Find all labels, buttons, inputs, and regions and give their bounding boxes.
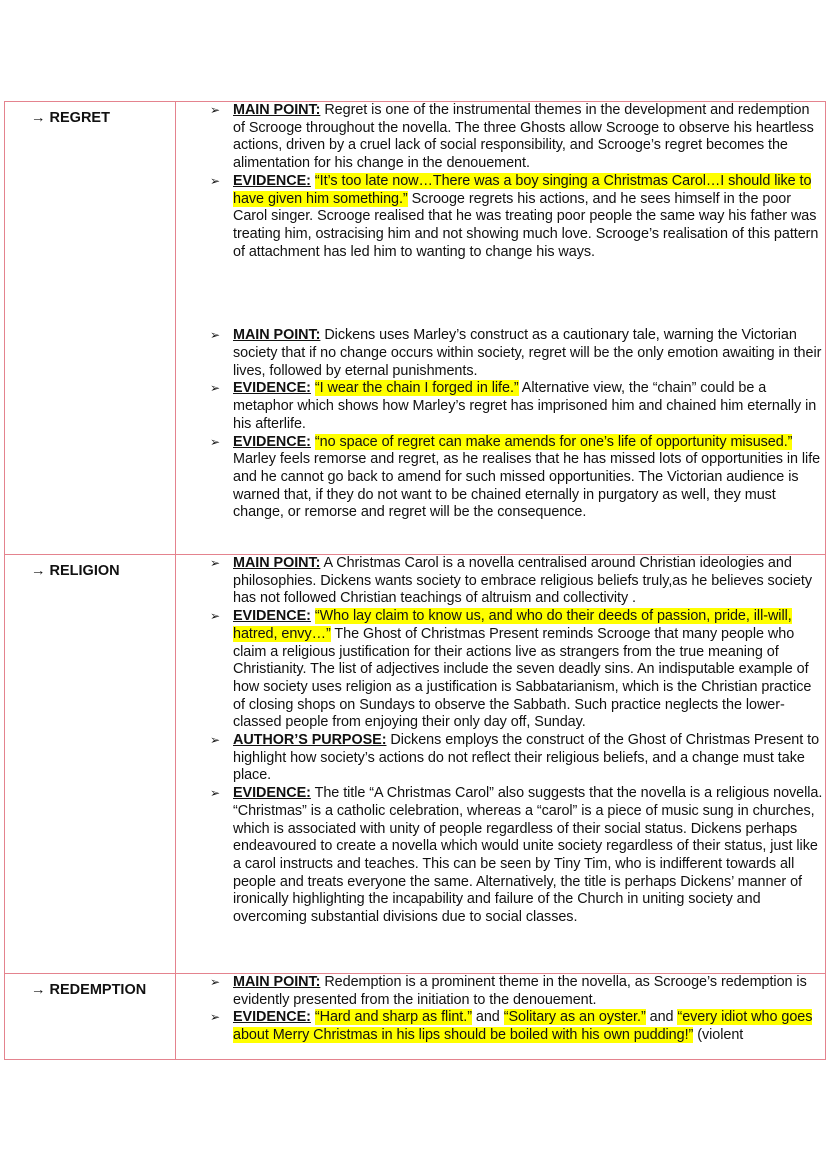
bullet-text: A Christmas Carol is a novella centralised around Christian ideologies and philosophies. Dickens wants society to embrace religious beliefs truly,as he believes society has not followed Christian teachings of altruism and collectivity .: [233, 555, 812, 607]
highlighted-quote: “Solitary as an oyster.”: [503, 1009, 646, 1026]
bullet-group: [176, 555, 825, 927]
bullet-text: Alternative view, the “chain” could be a metaphor which shows how Marley’s regret has imprisoned him and chained him eternally in his afterlife.: [233, 380, 817, 432]
bullet-point: [176, 380, 825, 433]
bullet-text: Regret is one of the instrumental themes in the development and redemption of Scrooge throughout the novella. The three Ghosts allow Scrooge to observe his heartless actions, driven by a cruel lack of social responsibility, and Scrooge’s regret becomes the alimentation for his change in the denouement.: [233, 102, 814, 172]
themes-table-body: [5, 102, 826, 1060]
bullet-point: [176, 732, 825, 785]
bullet-text: Dickens uses Marley’s construct as a cautionary tale, warning the Victorian society that if no change occurs within society, regret will be the only emotion awaiting in their lives, followed by eternal punishments.: [233, 327, 822, 379]
arrow-bullet-icon: ➢: [210, 733, 221, 748]
highlighted-quote: “I wear the chain I forged in life.”: [314, 380, 519, 397]
bullet-point: [176, 173, 825, 262]
bullet-label: EVIDENCE:: [233, 785, 311, 802]
bullet-text: and: [645, 1009, 678, 1026]
arrow-bullet-icon: ➢: [210, 103, 221, 117]
highlighted-quote: “Hard and sharp as flint.”: [314, 1009, 472, 1026]
bullet-text: Redemption is a prominent theme in the novella, as Scrooge’s redemption is evidently presented from the initiation to the denouement.: [233, 974, 807, 1008]
highlighted-quote: “every idiot who goes about Merry Christmas in his lips should be boiled with his own pudding!”: [233, 1009, 813, 1044]
bullet-text: and: [471, 1009, 504, 1026]
bullet-label: AUTHOR’S PURPOSE:: [233, 732, 387, 749]
arrow-bullet-icon: ➢: [210, 786, 221, 801]
bullet-label: MAIN POINT:: [233, 102, 321, 118]
arrow-bullet-icon: ➢: [210, 173, 221, 188]
theme-label: → REDEMPTION: [31, 982, 147, 998]
arrow-bullet-icon: ➢: [210, 1010, 221, 1025]
bullet-text: The title “A Christmas Carol” also suggests that the novella is a religious novella. “Christmas” is a catholic celebration, whereas a “carol” is a piece of music sung in churches, which is associated with unity of people regardless of their social status. Dickens perhaps endeavoured to create a novella which would unite society regardless of their status, just like a carol instructs and teaches. This can be seen by Tiny Tim, who is indifferent towards all people and treats everyone the same. Alternatively, the title is perhaps Dickens’ manner of ironically highlighting the incapability and failure of the Church in uniting society and overcoming substantial divisions due to social classes.: [233, 785, 823, 926]
bullet-label: EVIDENCE:: [233, 1009, 311, 1026]
highlighted-quote: “Who lay claim to know us, and who do their deeds of passion, pride, ill-will, hatred, envy…”: [233, 608, 792, 642]
arrow-bullet-icon: ➢: [210, 328, 221, 343]
arrow-bullet-icon: ➢: [210, 975, 221, 989]
highlighted-quote: “no space of regret can make amends for one’s life of opportunity misused.”: [314, 433, 793, 450]
arrow-bullet-icon: ➢: [210, 609, 221, 624]
bullet-point: [176, 608, 825, 732]
theme-row-redemption: [5, 974, 826, 1060]
bullet-label: EVIDENCE:: [233, 608, 311, 625]
theme-cell: [5, 102, 176, 555]
themes-table: [4, 101, 826, 1060]
bullet-point: [176, 1009, 825, 1044]
bullet-group: [176, 974, 825, 1045]
theme-row-regret: [5, 102, 826, 555]
bullet-label: EVIDENCE:: [233, 172, 311, 189]
arrow-bullet-icon: ➢: [210, 556, 221, 570]
theme-cell: [5, 974, 176, 1060]
bullet-point: [176, 974, 825, 1009]
bullet-label: MAIN POINT:: [233, 327, 321, 344]
bullet-group: [176, 102, 825, 261]
bullet-label: MAIN POINT:: [233, 974, 321, 990]
theme-row-religion: [5, 555, 826, 974]
bullet-group: [176, 327, 825, 522]
arrow-bullet-icon: ➢: [210, 434, 221, 449]
theme-cell: [5, 555, 176, 974]
arrow-bullet-icon: ➢: [210, 381, 221, 396]
notes-cell: [176, 974, 826, 1060]
notes-cell: [176, 102, 826, 555]
bullet-text: Dickens employs the construct of the Ghost of Christmas Present to highlight how society’s actions do not reflect their religious beliefs, and a change must take place.: [233, 732, 820, 784]
bullet-label: MAIN POINT:: [233, 555, 321, 571]
bullet-point: [176, 102, 825, 173]
bullet-text: (violent: [693, 1027, 744, 1044]
bullet-label: EVIDENCE:: [233, 380, 311, 397]
bullet-text: The Ghost of Christmas Present reminds Scrooge that many people who claim a religious justification for their actions live as strangers from the true meaning of Christianity. The list of adjectives include the seven deadly sins. An indisputable example of how society uses religion as a justification is Sabbatarianism, which is the Christian practice of closing shops on Sundays to observe the Sabbath. Such practice neglects the lower-classed people from enjoying their only day off, Sunday.: [233, 625, 812, 731]
bullet-point: [176, 434, 825, 523]
bullet-point: [176, 327, 825, 380]
bullet-text: Marley feels remorse and regret, as he realises that he has missed lots of opportunities in life and he cannot go back to amend for such missed opportunities. The Victorian audience is warned that, if they do not want to be chained eternally in purgatory as well, they must change, or remorse and regret will be the consequence.: [233, 451, 821, 521]
bullet-point: [176, 555, 825, 608]
theme-label: → REGRET: [31, 110, 110, 126]
bullet-point: [176, 785, 825, 927]
theme-label: → RELIGION: [31, 563, 120, 579]
bullet-text: Scrooge regrets his actions, and he sees himself in the poor Carol singer. Scrooge realised that he was treating poor people the same way his father was treating him, ostracising him and not showing much love. Scrooge’s realisation of this pattern of attachment has led him to wanting to change his ways.: [233, 190, 819, 260]
bullet-label: EVIDENCE:: [233, 433, 311, 450]
notes-cell: [176, 555, 826, 974]
highlighted-quote: “It’s too late now…There was a boy singing a Christmas Carol…I should like to have given him something.”: [233, 172, 812, 207]
